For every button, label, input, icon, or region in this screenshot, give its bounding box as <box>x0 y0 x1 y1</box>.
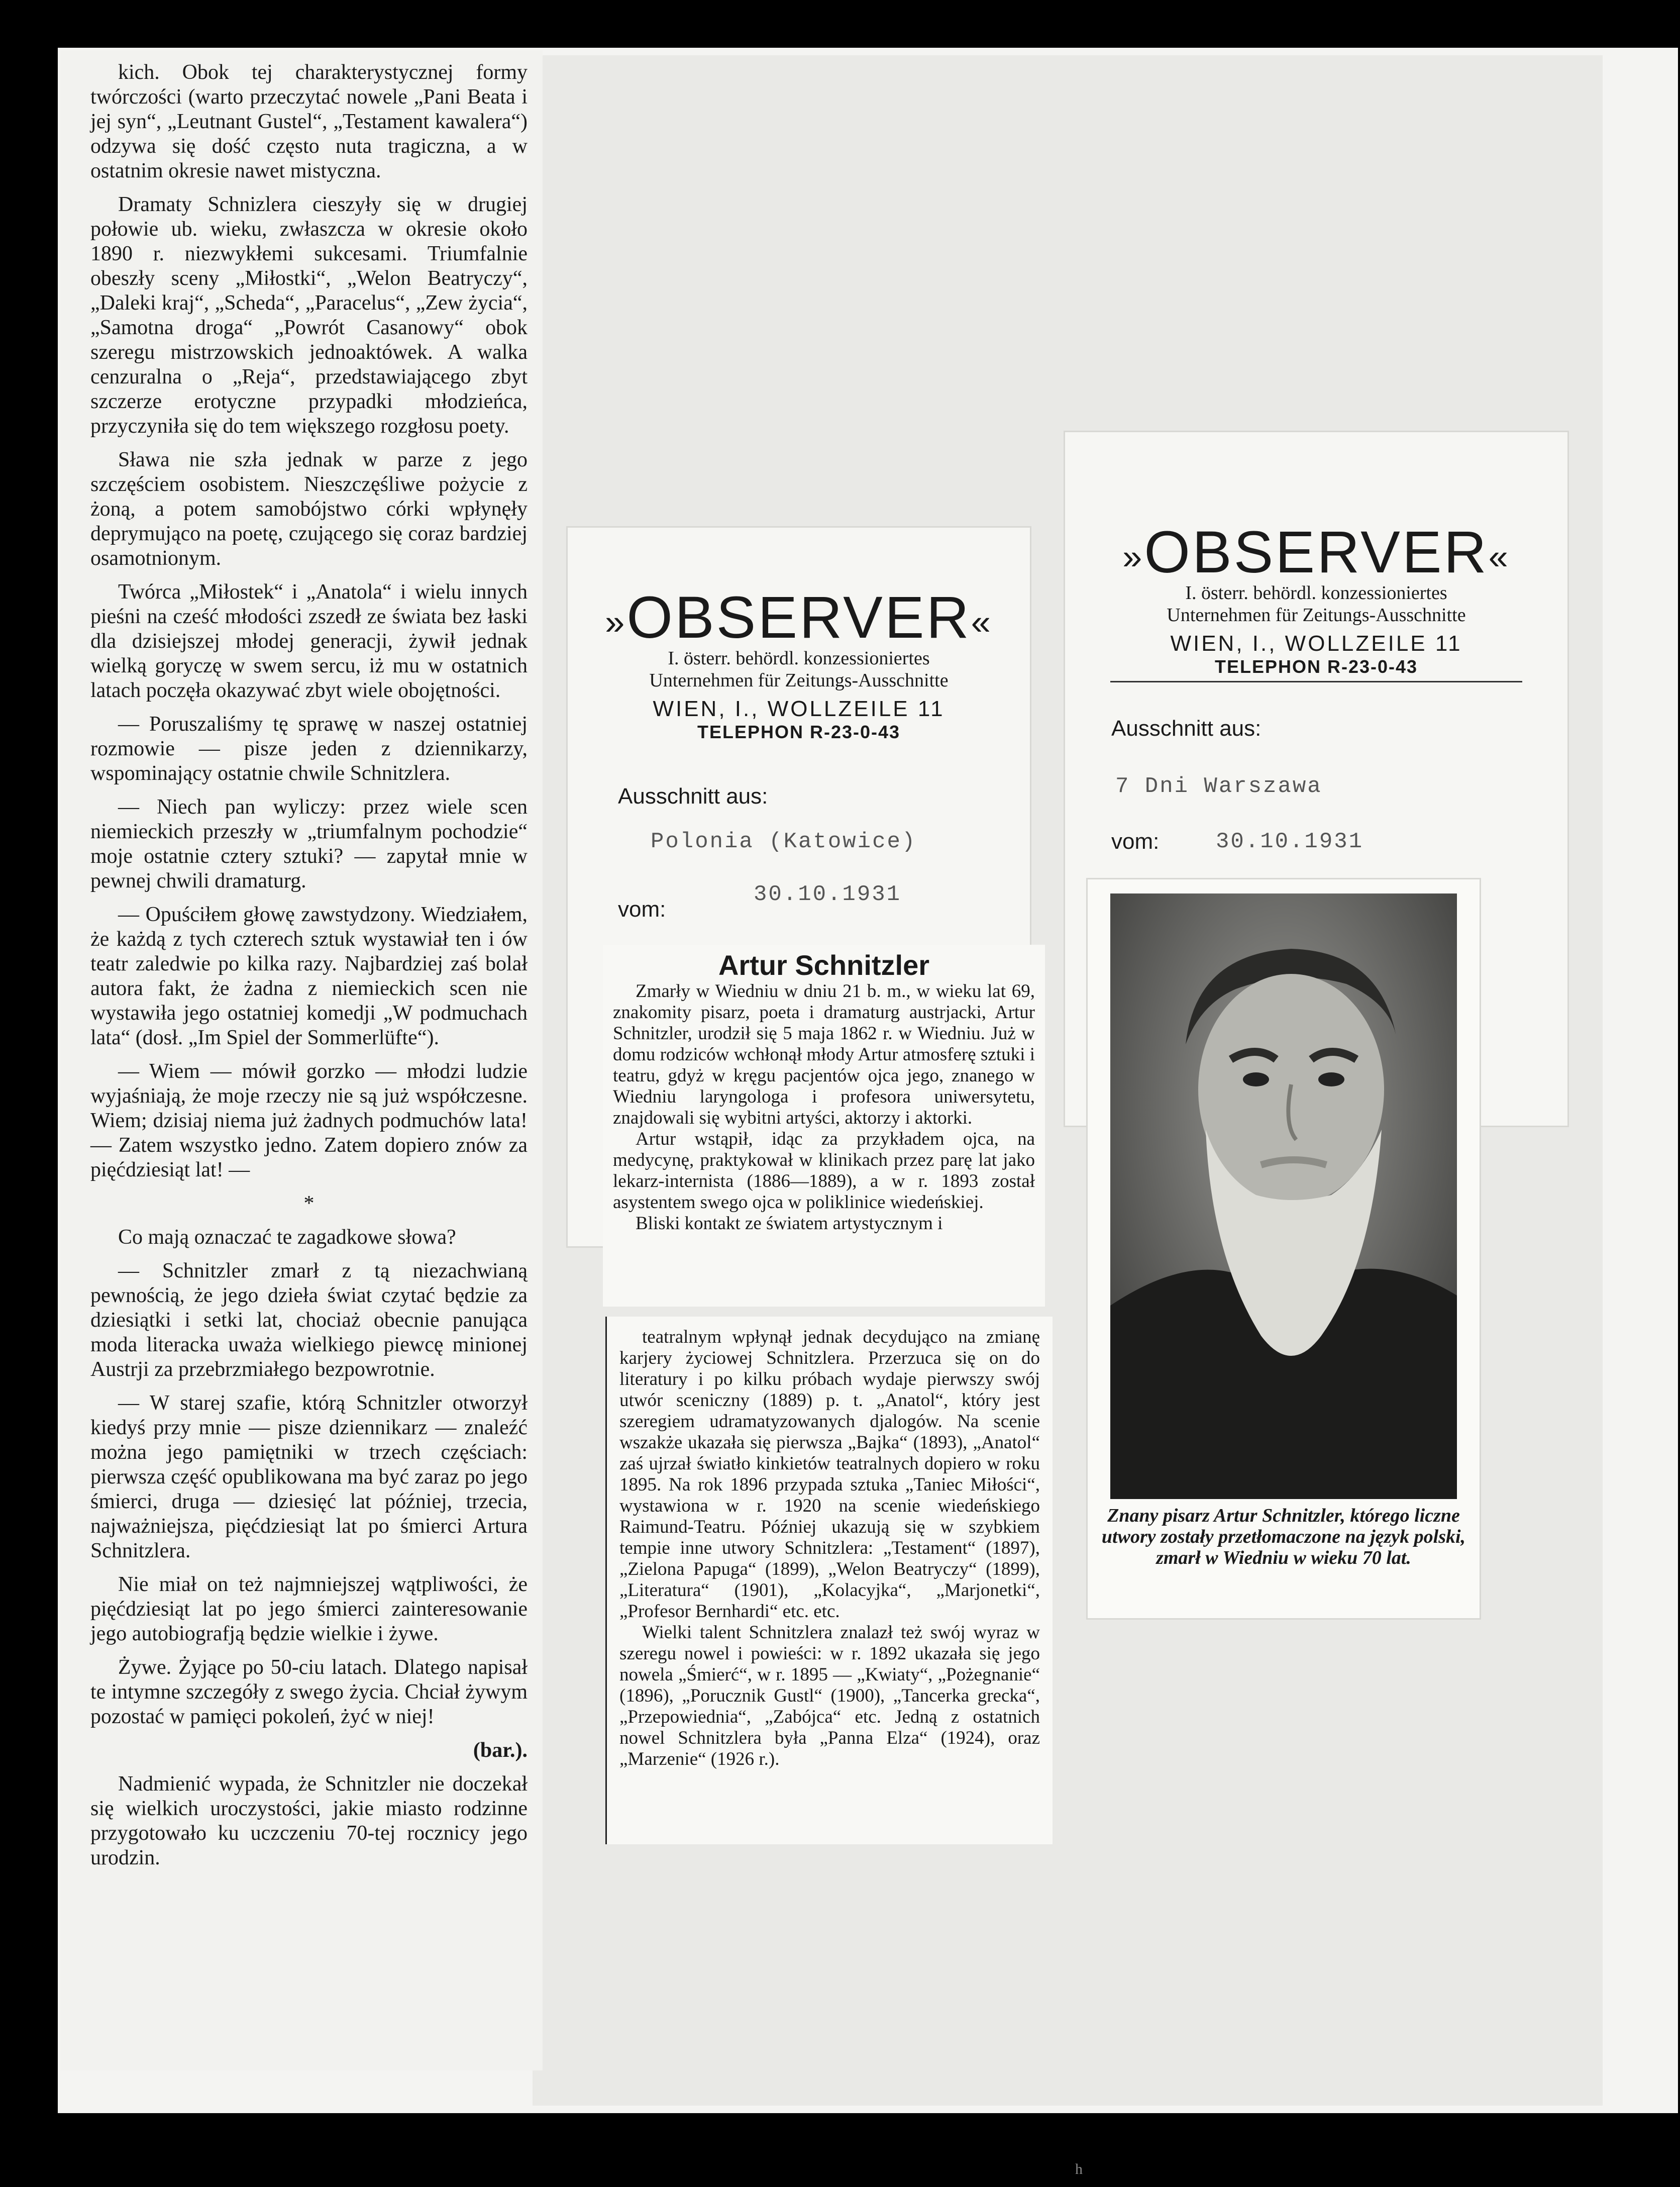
observer-line1: I. österr. behördl. konzessioniertes <box>668 648 930 669</box>
article-paragraph: Wielki talent Schnitzlera znalazł też swój wyraz w szeregu nowel i powieści: w r. 1892 ukazała się jego nowela „Śmierć“, w r. 1895 — „Kwiaty“, „Pożegnanie“ (1896), „Porucznik Gustl“ (1900), „Tancerka grecka“, „Przepowiednia“, „Zabójca“ etc. Jedną z ostatnich nowel Schnitzlera była „Panna Elza“ (1924), oraz „Marzenie“ (1926 r.). <box>619 1622 1040 1769</box>
paragraph: — W starej szafie, którą Schnitzler otworzył kiedyś przy mnie — pisze dziennikarz — znaleźć można jego pamiętniki w trzech częściach: pierwsza część opublikowana ma być zaraz po jego śmierci, druga — dziesięć lat później, trzecia, najważniejsza, pięćdziesiąt lat po śmierci Artura Schnitzlera. <box>90 1391 528 1562</box>
observer-address: WIEN, I., WOLLZEILE 11 <box>653 697 945 721</box>
observer-line1: I. österr. behördl. konzessioniertes <box>1185 582 1447 604</box>
ausschnitt-label: Ausschnitt aus: <box>1111 716 1262 741</box>
vom-label: vom: <box>618 897 666 922</box>
vom-label: vom: <box>1111 829 1160 854</box>
paragraph: — Niech pan wyliczy: przez wiele scen niemieckich przeszły w „triumfalnym pochodzie“ moje ostatnie cztery sztuki? — zapytał mnie w pewnej chwili dramaturg. <box>90 796 528 892</box>
article-headline: Artur Schnitzler <box>718 949 930 981</box>
article-paragraph: Artur wstąpił, idąc za przykładem ojca, na medycynę, praktykował w klinikach przez parę lat jako lekarz-internista (1886—1889), a w r. 1893 został asystentem swego ojca w poliklinice wiedeńskiej. <box>613 1129 1035 1213</box>
ausschnitt-label: Ausschnitt aus: <box>618 784 768 809</box>
photo-caption: Znany pisarz Artur Schnitzler, którego liczne utwory zostały przetłomaczone na język polski, zmarł w Wiedniu w wieku 70 lat. <box>1101 1505 1466 1568</box>
observer-line2: Unternehmen für Zeitungs-Ausschnitte <box>1167 605 1466 626</box>
paragraph: Nie miał on też najmniejszej wątpliwości, że pięćdziesiąt lat po jego śmierci zainteresowanie jego autobiografją będzie wielkie i żywe. <box>90 1573 528 1645</box>
paragraph: — Schnitzler zmarł z tą niezachwianą pewnością, że jego dzieła świat czytać będzie za dziesiątki i setki lat, chociaż obecnie panująca moda literacka uważa wielkiego piewcę minionej Austrji za przebrzmiałego bezpowrotnie. <box>90 1259 528 1381</box>
article-part2 <box>605 1317 1053 1844</box>
observer-logo: »OBSERVER« <box>605 584 993 651</box>
paragraph: — Opuściłem głowę zawstydzony. Wiedziałem, że każdą z tych czterech sztuk wystawiał ten i ów teatr zaledwie po kilka razy. Najbardziej zaś bolał autora fakt, że żadna z niemieckich scen nie wystawiła jego ostatniej komedji „W podmuchach lata“ (dosł. „Im Spiel der Sommerlüfte“). <box>90 903 528 1049</box>
observer-header <box>1065 519 1567 677</box>
divider-line <box>1110 681 1522 682</box>
observer-telephon: TELEPHON R-23-0-43 <box>697 722 901 742</box>
paragraph: Sława nie szła jednak w parze z jego szczęściem osobistem. Nieszczęśliwe pożycie z żoną, a potem samobójstwo córki wpłynęły deprymująco na poetę, czującego się coraz bardziej osamotnionym. <box>90 448 528 570</box>
paragraph: — Poruszaliśmy tę sprawę w naszej ostatniej rozmowie — pisze jeden z dziennikarzy, wspominający ostatnie chwile Schnitzlera. <box>90 713 528 785</box>
date-stamp: 30.10.1931 <box>1216 829 1364 854</box>
paragraph: — Wiem — mówił gorzko — młodzi ludzie wyjaśniają, że moje rzeczy nie są już współczesne. Wiem; dzisiaj niema już żadnych podmuchów lata! — Zatem wszystko jedno. Zatem dopiero znów za pięćdziesiąt lat! — <box>90 1060 528 1181</box>
paragraph: Co mają oznaczać te zagadkowe słowa? <box>118 1226 456 1249</box>
article-paragraph: teatralnym wpłynął jednak decydująco na zmianę karjery życiowej Schnitzlera. Przerzuca się on do literatury i po kilku próbach wydaje pierwszy swój utwór sceniczny (1889) p. t. „Anatol“, który jest szeregiem udramatyzowanych djalogów. Na scenie wszakże ukazała się pierwsza „Bajka“ (1893), „Anatol“ zaś ujrzał światło kinkietów teatralnych dopiero w roku 1895. Na rok 1896 przypada sztuka „Taniec Miłości“, wystawiona w r. 1920 na scenie wiedeńskiego Raimund-Teatru. Później ukazują się w szybkiem tempie inne utwory Schnitzlera: „Testament“ (1897), „Zielona Papuga“ (1899), „Welon Beatryczy“ (1899), „Literatura“ (1901), „Kolacyjka“, „Marjonetki“, „Profesor Bernhardi“ etc. etc. <box>619 1327 1040 1622</box>
observer-logo: »OBSERVER« <box>1122 519 1510 585</box>
article-paragraph: Zmarły w Wiedniu w dniu 21 b. m., w wieku lat 69, znakomity pisarz, poeta i dramaturg austrjacki, Artur Schnitzler, urodził się 5 maja 1862 r. w Wiedniu. Już w domu rodziców wchłonął młody Artur atmosferę sztuki i teatru, gdyż w kręgu pacjentów ojca jego, znanego w Wiedniu laryngologa i profesora uniwersytetu, znajdowali się wybitni artyści, aktorzy i aktorki. <box>613 981 1035 1128</box>
observer-header <box>568 584 1030 743</box>
paragraph: kich. Obok tej charakterystycznej formy twórczości (warto przeczytać nowele „Pani Beata i jej syn“, „Leutnant Gustel“, „Testament kawalera“) odzywa się dość często nuta tragiczna, a w ostatnim okresie nawet mistyczna. <box>90 61 528 182</box>
left-column-text <box>90 60 528 1879</box>
paragraph: Nadmienić wypada, że Schnitzler nie doczekał się wielkich uroczystości, jakie miasto rodzinne przygotowało ku uczczeniu 70-tej rocznicy jego urodzin. <box>90 1772 528 1869</box>
page-mark: h <box>1075 2161 1083 2177</box>
article-part1 <box>603 945 1045 1307</box>
article-paragraph: Bliski kontakt ze światem artystycznym i <box>636 1213 943 1234</box>
source-stamp: 7 Dni Warszawa <box>1115 774 1322 799</box>
left-column-clipping <box>60 50 543 2070</box>
portrait-photo <box>1110 893 1457 1499</box>
paragraph: Dramaty Schnizlera cieszyły się w drugiej połowie ub. wieku, zwłaszcza w okresie około 1890 r. niezwykłemi sukcesami. Triumfalnie obeszły sceny „Miłostki“, „Welon Beatryczy“, „Daleki kraj“, „Scheda“, „Paracelus“, „Zew życia“, „Samotna droga“ „Powrót Casanowy“ obok szeregu mistrzowskich jednoaktówek. A walka cenzuralna o „Reja“, przedstawiającego zbyt szczerze erotyczne przypadki młodzieńca, przyczyniła się do tem większego rozgłosu poety. <box>90 193 528 438</box>
author-signature: (bar.). <box>473 1739 528 1762</box>
paragraph: Żywe. Żyjące po 50-ciu latach. Dlatego napisał te intymne szczegóły z swego życia. Chciał żywym pozostać w pamięci pokoleń, żyć w niej! <box>90 1656 528 1728</box>
date-stamp: 30.10.1931 <box>754 882 902 907</box>
source-stamp: Polonia (Katowice) <box>651 829 917 854</box>
section-separator: * <box>303 1192 314 1215</box>
observer-telephon: TELEPHON R-23-0-43 <box>1214 656 1418 677</box>
paragraph: Twórca „Miłostek“ i „Anatola“ i wielu innych pieśni na cześć młodości zszedł ze świata bez łaski dla dzisiejszej młodej generacji, żywił jednak wielką goryczę w swem sercu, iż mu w ostatnich latach poczęła okazywać zbyt wiele obojętności. <box>90 580 528 702</box>
observer-address: WIEN, I., WOLLZEILE 11 <box>1170 631 1462 656</box>
observer-line2: Unternehmen für Zeitungs-Ausschnitte <box>649 670 949 691</box>
